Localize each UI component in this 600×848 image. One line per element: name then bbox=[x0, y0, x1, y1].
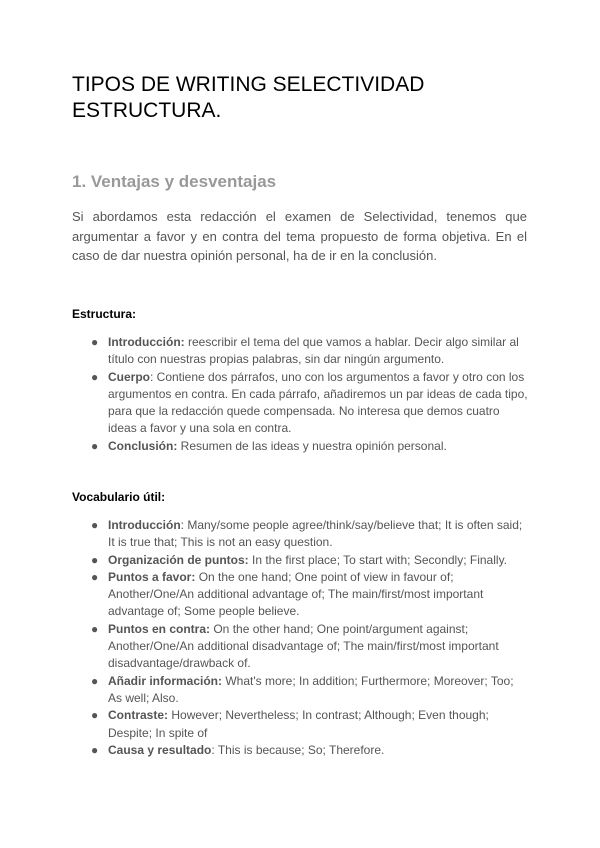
bullet-icon: ● bbox=[91, 552, 99, 567]
list-item-term: Organización de puntos: bbox=[108, 552, 249, 567]
list-item-term: Puntos a favor: bbox=[108, 569, 196, 584]
list-item-text: What's more; In addition; Furthermore; Moreover; Too; As well; Also. bbox=[108, 673, 514, 705]
list-item-term: Introducción: bbox=[108, 335, 185, 349]
bullet-icon: ● bbox=[91, 518, 99, 532]
intro-paragraph: Si abordamos esta redacción el examen de Selectividad, tenemos que argumentar a favor y en contra del tema propuesto de forma objetiva. En el caso de dar nuestra opinión personal, ha de ir en la conclusión. bbox=[72, 209, 527, 263]
bullet-icon: ● bbox=[91, 335, 99, 349]
bullet-icon: ● bbox=[91, 742, 99, 757]
estructura-list bbox=[91, 334, 528, 455]
list-item bbox=[91, 438, 528, 455]
bullet-icon: ● bbox=[91, 708, 99, 723]
list-item-term: Conclusión: bbox=[108, 438, 178, 453]
list-item bbox=[91, 517, 528, 552]
list-item bbox=[91, 621, 528, 673]
bullet-icon: ● bbox=[91, 673, 99, 688]
list-item bbox=[91, 334, 528, 369]
estructura-heading: Estructura: bbox=[72, 307, 137, 321]
list-item-term: Causa y resultado bbox=[108, 742, 212, 757]
list-item bbox=[91, 707, 528, 742]
bullet-icon: ● bbox=[91, 621, 99, 636]
vocabulario-list bbox=[91, 517, 528, 759]
list-item bbox=[91, 569, 528, 621]
vocabulario-heading: Vocabulario útil: bbox=[72, 490, 166, 504]
list-item-text: However; Nevertheless; In contrast; Although; Even though; Despite; In spite of bbox=[108, 708, 489, 740]
bullet-icon: ● bbox=[91, 438, 99, 453]
page-title: TIPOS DE WRITING SELECTIVIDAD ESTRUCTURA. bbox=[72, 73, 425, 122]
list-item bbox=[91, 742, 528, 759]
list-item bbox=[91, 673, 528, 708]
list-item-term: Contraste: bbox=[108, 708, 169, 723]
list-item bbox=[91, 552, 528, 569]
list-item-text: : Contiene dos párrafos, uno con los argumentos a favor y otro con los argumentos en contra. En cada párrafo, añadiremos un par ideas de cada tipo, para que la redacción quede compensada. No interesa que demos cuatro ideas a favor y una sola en contra. bbox=[108, 369, 528, 436]
list-item-text: In the first place; To start with; Secondly; Finally. bbox=[248, 552, 508, 567]
list-item-term: Puntos en contra: bbox=[108, 621, 211, 636]
list-item bbox=[91, 369, 528, 438]
list-item-text: Resumen de las ideas y nuestra opinión personal. bbox=[177, 438, 447, 453]
list-item-term: Cuerpo bbox=[108, 369, 150, 384]
list-item-text: On the one hand; One point of view in favour of; Another/One/An additional advantage of; The main/first/most important advantage of; Some people believe. bbox=[108, 569, 484, 619]
list-item-term: Añadir información: bbox=[108, 673, 223, 688]
bullet-icon: ● bbox=[91, 369, 99, 384]
list-item-term: Introducción bbox=[108, 518, 181, 532]
list-item-text: : Many/some people agree/think/say/believe that; It is often said; It is true that; This is not an easy question. bbox=[108, 518, 523, 550]
list-item-text: On the other hand; One point/argument against; Another/One/An additional disadvantage of; The main/first/most important disadvantage/drawback of. bbox=[108, 621, 499, 671]
list-item-text: : This is because; So; Therefore. bbox=[211, 742, 385, 757]
section-heading: 1. Ventajas y desventajas bbox=[72, 172, 277, 191]
bullet-icon: ● bbox=[91, 569, 99, 584]
list-item-text: reescribir el tema del que vamos a hablar. Decir algo similar al título con nuestras propias palabras, sin dar ningún argumento. bbox=[108, 335, 519, 367]
